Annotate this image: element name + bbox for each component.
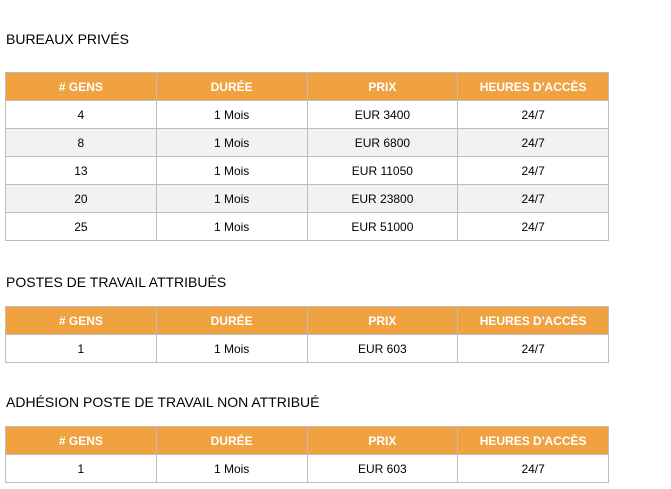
table-row bbox=[6, 213, 609, 241]
cell-duree: 1 Mois bbox=[156, 129, 307, 157]
cell-duree: 1 Mois bbox=[156, 185, 307, 213]
cell-prix: EUR 23800 bbox=[307, 185, 458, 213]
pricing-table-bureaux-prives bbox=[5, 72, 609, 241]
table-header-row bbox=[6, 307, 609, 335]
cell-heures-acces: 24/7 bbox=[458, 129, 609, 157]
cell-gens: 1 bbox=[6, 335, 157, 363]
cell-gens: 4 bbox=[6, 101, 157, 129]
column-header-duree: DURÉE bbox=[156, 73, 307, 101]
cell-gens: 25 bbox=[6, 213, 157, 241]
column-header-heures-acces: HEURES D'ACCÈS bbox=[458, 307, 609, 335]
cell-heures-acces: 24/7 bbox=[458, 213, 609, 241]
table-header-row bbox=[6, 73, 609, 101]
table-row bbox=[6, 185, 609, 213]
section-title-bureaux-prives: BUREAUX PRIVÉS bbox=[6, 31, 129, 47]
cell-prix: EUR 11050 bbox=[307, 157, 458, 185]
column-header-prix: PRIX bbox=[307, 73, 458, 101]
column-header-gens: # GENS bbox=[6, 73, 157, 101]
column-header-heures-acces: HEURES D'ACCÈS bbox=[458, 427, 609, 455]
cell-gens: 20 bbox=[6, 185, 157, 213]
column-header-duree: DURÉE bbox=[156, 307, 307, 335]
cell-duree: 1 Mois bbox=[156, 335, 307, 363]
column-header-prix: PRIX bbox=[307, 427, 458, 455]
table-header-row bbox=[6, 427, 609, 455]
cell-heures-acces: 24/7 bbox=[458, 185, 609, 213]
table-row bbox=[6, 157, 609, 185]
column-header-duree: DURÉE bbox=[156, 427, 307, 455]
cell-duree: 1 Mois bbox=[156, 213, 307, 241]
cell-prix: EUR 51000 bbox=[307, 213, 458, 241]
cell-heures-acces: 24/7 bbox=[458, 157, 609, 185]
cell-prix: EUR 603 bbox=[307, 335, 458, 363]
column-header-prix: PRIX bbox=[307, 307, 458, 335]
table-row bbox=[6, 129, 609, 157]
cell-duree: 1 Mois bbox=[156, 455, 307, 483]
column-header-gens: # GENS bbox=[6, 427, 157, 455]
cell-gens: 1 bbox=[6, 455, 157, 483]
section-title-poste-non-attribue: ADHÉSION POSTE DE TRAVAIL NON ATTRIBUÉ bbox=[6, 394, 320, 410]
cell-gens: 13 bbox=[6, 157, 157, 185]
table-row bbox=[6, 101, 609, 129]
cell-prix: EUR 3400 bbox=[307, 101, 458, 129]
section-title-postes-attribues: POSTES DE TRAVAIL ATTRIBUÉS bbox=[6, 274, 227, 290]
table-row bbox=[6, 335, 609, 363]
cell-prix: EUR 6800 bbox=[307, 129, 458, 157]
cell-heures-acces: 24/7 bbox=[458, 455, 609, 483]
table-row bbox=[6, 455, 609, 483]
cell-duree: 1 Mois bbox=[156, 101, 307, 129]
cell-prix: EUR 603 bbox=[307, 455, 458, 483]
cell-heures-acces: 24/7 bbox=[458, 101, 609, 129]
cell-gens: 8 bbox=[6, 129, 157, 157]
cell-heures-acces: 24/7 bbox=[458, 335, 609, 363]
pricing-table-poste-non-attribue bbox=[5, 426, 609, 483]
column-header-heures-acces: HEURES D'ACCÈS bbox=[458, 73, 609, 101]
pricing-table-postes-attribues bbox=[5, 306, 609, 363]
column-header-gens: # GENS bbox=[6, 307, 157, 335]
cell-duree: 1 Mois bbox=[156, 157, 307, 185]
